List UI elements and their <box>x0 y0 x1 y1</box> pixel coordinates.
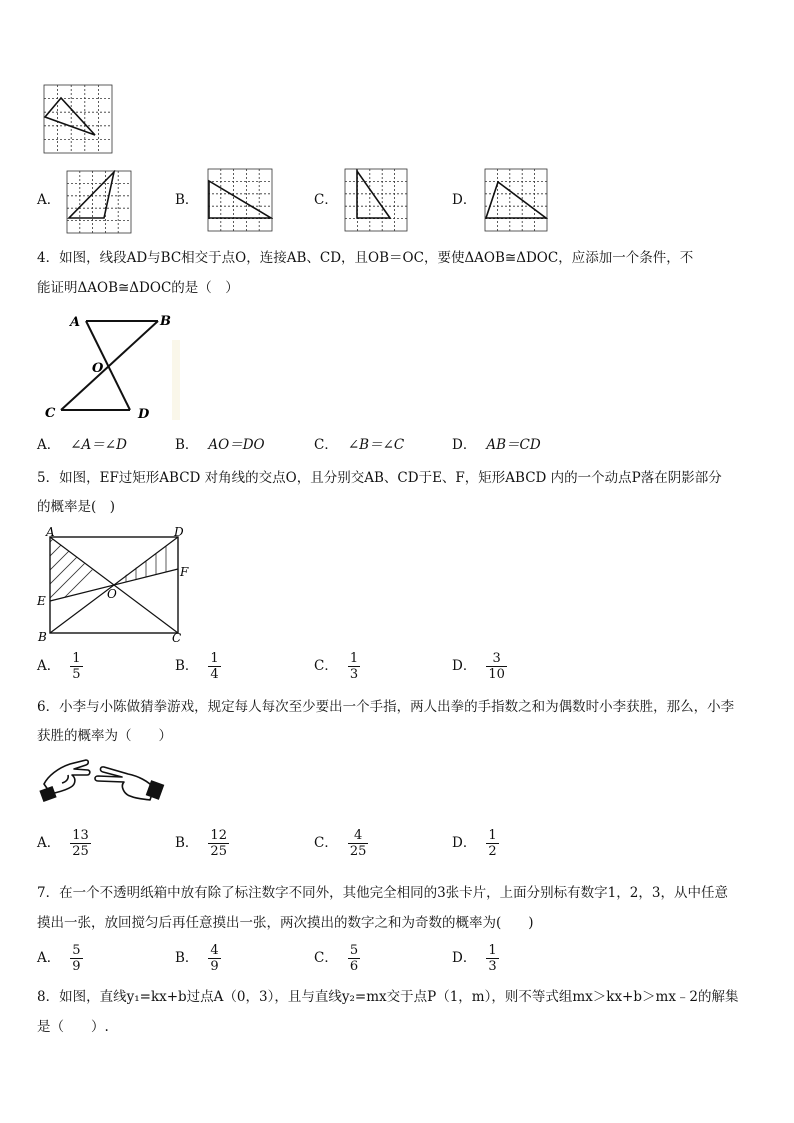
q7-stem-line2: 摸出一张，放回搅匀后再任意摸出一张，两次摸出的数字之和为奇数的概率为( ) <box>37 915 534 931</box>
q4-option-c[interactable] <box>314 436 404 454</box>
q5-option-b-den: 4 <box>210 667 219 682</box>
q7-option-c-letter: C． <box>314 950 338 966</box>
q6-option-b[interactable] <box>175 828 229 859</box>
q7-stem-line1: 7．在一个不透明纸箱中放有除了标注数字不同外，其他完全相同的3张卡片，上面分别标有数字1，2，3，从中任意 <box>37 885 728 901</box>
hands-illustration <box>38 754 166 806</box>
q7-option-a-letter: A． <box>37 950 61 966</box>
q5-option-a-fraction <box>70 651 82 682</box>
q3-option-a-letter: A． <box>37 192 61 208</box>
q7-option-b-letter: B． <box>175 950 199 966</box>
q7-option-c[interactable] <box>314 943 360 974</box>
q5-option-d-den: 10 <box>488 667 505 682</box>
q7-option-c-fraction <box>348 943 360 974</box>
q5-figure <box>36 526 194 646</box>
q3-option-c-figure <box>344 168 408 232</box>
q6-option-d-letter: D． <box>452 835 477 851</box>
q5-option-b[interactable] <box>175 651 221 682</box>
q7-option-b-den: 9 <box>210 959 219 974</box>
q6-option-c-num: 4 <box>353 828 363 843</box>
q5-option-b-letter: B． <box>175 658 199 674</box>
q6-option-d-den: 2 <box>488 844 497 859</box>
q6-option-d-num: 1 <box>488 828 497 843</box>
q7-option-d[interactable] <box>452 943 499 974</box>
q8-stem-line1: 8．如图，直线y₁=kx+b过点A（0，3），且与直线y₂=mx交于点P（1，m），则不等式组mx＞kx+b＞mx﹣2的解集 <box>37 989 739 1005</box>
q7-option-d-den: 3 <box>488 959 497 974</box>
q6-option-b-fraction <box>208 828 229 859</box>
q3-option-b[interactable] <box>175 191 198 209</box>
q3-option-d-letter: D． <box>452 192 477 208</box>
q5-option-a[interactable] <box>37 651 83 682</box>
q6-option-d[interactable] <box>452 828 499 859</box>
q6-option-b-num: 12 <box>210 828 227 843</box>
q6-option-a[interactable] <box>37 828 91 859</box>
q5-option-a-letter: A． <box>37 658 61 674</box>
q6-option-d-fraction <box>486 828 498 859</box>
q5-option-c-letter: C． <box>314 658 338 674</box>
q4-stem-line2: 能证明ΔAOB≅ΔDOC的是（ ） <box>37 280 239 296</box>
q7-option-c-num: 5 <box>349 943 359 958</box>
q5-option-a-den: 5 <box>72 667 81 682</box>
q6-option-a-letter: A． <box>37 835 61 851</box>
q5-option-b-num: 1 <box>210 651 219 666</box>
q5-stem-line1: 5．如图，EF过矩形ABCD 对角线的交点O，且分别交AB、CD于E、F，矩形ABCD 内的一个动点P落在阴影部分 <box>37 470 722 486</box>
q5-label-a: A <box>46 526 55 539</box>
q4-option-a[interactable] <box>37 436 127 454</box>
q6-option-c-fraction <box>348 828 369 859</box>
q4-label-o: O <box>92 361 104 376</box>
q4-option-b-letter: B． <box>175 437 199 453</box>
q3-option-b-triangle <box>209 181 271 218</box>
q7-option-b-num: 4 <box>210 943 219 958</box>
q5-option-a-num: 1 <box>72 651 81 666</box>
q6-option-a-den: 25 <box>72 844 89 859</box>
q5-label-b: B <box>38 630 47 644</box>
q7-option-c-den: 6 <box>349 959 359 974</box>
q5-option-c-den: 3 <box>349 667 359 682</box>
q5-option-c-num: 1 <box>349 651 359 666</box>
q4-option-d[interactable] <box>452 436 541 454</box>
q4-option-b-text: AO＝DO <box>208 437 265 453</box>
q3-option-d[interactable] <box>452 191 476 209</box>
q6-option-c-den: 25 <box>349 844 367 859</box>
q4-option-c-letter: C． <box>314 437 338 453</box>
q3-option-d-triangle <box>486 182 546 218</box>
q3-option-a-figure <box>66 170 132 234</box>
q3-option-c[interactable] <box>314 191 338 209</box>
q3-option-a[interactable] <box>37 191 60 209</box>
q4-option-a-text: ∠A＝∠D <box>70 437 127 453</box>
q5-option-c[interactable] <box>314 651 360 682</box>
q6-option-a-num: 13 <box>72 828 89 843</box>
q4-stem-line1: 4．如图，线段AD与BC相交于点O，连接AB、CD，且OB＝OC，要使ΔAOB≅ΔDOC，应添加一个条件，不 <box>37 250 694 266</box>
q5-label-o: O <box>107 587 117 601</box>
q6-option-b-letter: B． <box>175 835 199 851</box>
q5-option-d-fraction <box>486 651 507 682</box>
q7-option-a-num: 5 <box>72 943 81 958</box>
q5-option-d-letter: D． <box>452 658 477 674</box>
q3-original-figure <box>43 84 113 154</box>
q3-option-c-letter: C． <box>314 192 338 208</box>
q5-stem-line2: 的概率是( ) <box>37 499 116 515</box>
q8-stem-line2: 是（ ）. <box>37 1019 109 1035</box>
q7-option-d-fraction <box>486 943 498 974</box>
q4-label-d: D <box>138 407 150 422</box>
q5-label-e: E <box>37 594 46 608</box>
q7-option-d-num: 1 <box>488 943 497 958</box>
q7-option-b[interactable] <box>175 943 221 974</box>
q5-label-d: D <box>174 526 184 539</box>
q6-option-b-den: 25 <box>210 844 227 859</box>
q7-option-a-den: 9 <box>72 959 81 974</box>
q4-label-b: B <box>160 314 171 329</box>
q4-option-c-text: ∠B＝∠C <box>347 437 405 453</box>
q6-option-a-fraction <box>70 828 91 859</box>
q3-option-c-triangle <box>357 171 390 218</box>
right-hand-icon <box>95 767 154 800</box>
q5-option-c-fraction <box>348 651 360 682</box>
q3-original-triangle <box>45 98 95 135</box>
q7-option-d-letter: D． <box>452 950 477 966</box>
q4-option-b[interactable] <box>175 436 265 454</box>
q3-option-b-letter: B． <box>175 192 199 208</box>
q5-label-f: F <box>180 565 189 579</box>
q3-option-b-figure <box>207 168 273 232</box>
q6-option-c[interactable] <box>314 828 368 859</box>
q4-figure <box>42 310 182 422</box>
q5-option-b-fraction <box>208 651 220 682</box>
q4-label-c: C <box>45 406 56 421</box>
q7-option-a-fraction <box>70 943 82 974</box>
q6-option-c-letter: C． <box>314 835 338 851</box>
q6-stem-line2: 获胜的概率为（ ） <box>37 728 172 744</box>
q7-option-b-fraction <box>208 943 220 974</box>
q4-option-d-letter: D． <box>452 437 477 453</box>
q7-option-a[interactable] <box>37 943 83 974</box>
q3-option-a-triangle <box>69 172 114 218</box>
q4-option-a-letter: A． <box>37 437 61 453</box>
q5-option-d-num: 3 <box>492 651 501 666</box>
q5-option-d[interactable] <box>452 651 507 682</box>
q4-label-a: A <box>70 315 81 330</box>
q5-label-c: C <box>172 631 182 645</box>
q4-option-d-text: AB＝CD <box>486 437 541 453</box>
q3-option-d-figure <box>484 168 548 232</box>
q6-stem-line1: 6．小李与小陈做猜拳游戏，规定每人每次至少要出一个手指，两人出拳的手指数之和为偶数时小李获胜，那么，小李 <box>37 699 735 715</box>
